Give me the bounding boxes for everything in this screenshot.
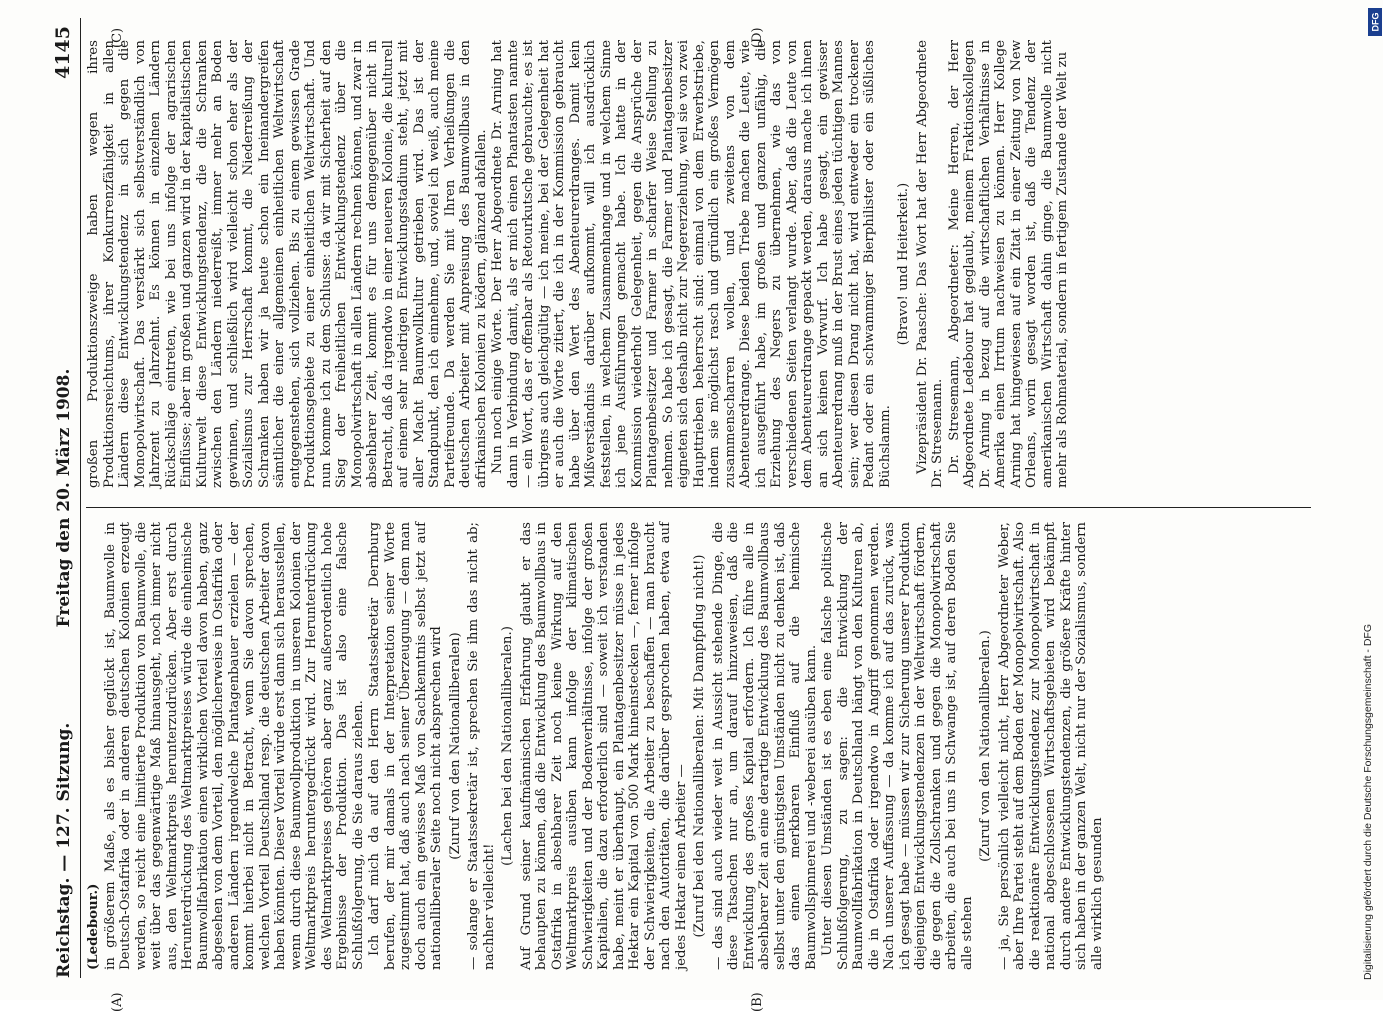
- interjection: (Bravo! und Heiterkeit.): [896, 182, 911, 346]
- interjection: (Zuruf von den Nationalliberalen): [447, 632, 463, 860]
- paragraph: Ich darf mich da auf den Herrn Staatssekretär Dernburg berufen, der mir damals in der Interpretation seiner Worte zugestimmt hat, daß auch nach seiner Überzeugung — dem man doch auch ein gewisses Maß von Sachkenntnis selbst jetzt auf nationalliberaler Seite noch nicht absprechen wird: [367, 522, 444, 970]
- paragraph: — ja, Sie persönlich vielleicht nicht, Herr Abgeordneter Weber, aber Ihre Partei steht auf dem Boden der Monopolwirtschaft. Also die reaktionäre Entwicklungstendenz zur Monopolwirtschaft in national abgeschlossenen Wirtschaftsgebieten wird bekämpft durch andere Entwicklungstendenzen, die größere Kräfte hinter sich haben in der ganzen Welt, nicht nur der Sozialismus, sondern alle wirklich gesunden: [996, 522, 1105, 970]
- paragraph: — das sind auch wieder weit in Aussicht stehende Dinge, die diese Tatsachen nur an, um darauf hinzuweisen, daß die Entwicklung des großes Kapital erfordern. Ich führe alle in absehbarer Zeit an eine derartige Entwicklung des Baumwollbaus selbst unter den günstigsten Umständen nicht zu denken ist, daß das einen merkbaren Einfluß auf die heimische Baumwollspinnerei und -weberei ausüben kann.: [710, 522, 819, 970]
- paragraph: in größerem Maße, als es bisher geglückt ist, Baumwolle in Deutsch-Ostafrika oder in anderen deutschen Kolonien erzeugt werden, so reicht eine limitierte Produktion von Baumwolle, die weit über das gegenwärtige Maß hinausgeht, noch immer nicht aus, den Weltmarktpreis herunterzudrücken. Aber erst durch Herunterdrückung des Weltmarktpreises würde die einheimische Baumwollfabrikation einen wirklichen Vorteil davon haben, ganz abgesehen von dem Vorteil, den möglicherweise in Ostafrika oder anderen Ländern irgendwelche Plantagenbauer erzielen — der kommt hierbei nicht in Betracht, wenn Sie davon sprechen, welchen Vorteil Deutschland resp. die deutschen Arbeiter davon haben könnten. Dieser Vorteil würde erst dann sich herausstellen, wenn durch diese Baumwollproduktion in unseren Kolonien der Weltmarktpreis heruntergedrückt wird. Zur Herunterdrückung des Weltmarktpreises gehören aber ganz außerordentlich hohe Ergebnisse der Produktion. Das ist also eine falsche Schlußfolgerung, die Sie daraus ziehen.: [102, 522, 366, 970]
- paragraph: großen Produktionszweige haben wegen ihres Produktionsreichtums, ihrer Konkurrenzfähigkeit in allen Ländern diese Entwicklungstendenz in sich gegen die Monopolwirtschaft. Das verstärkt sich selbstverständlich von Jahrzent zu Jahrzehnt. Es können in einzelnen Ländern Rückschläge eintreten, wie bei uns infolge der agrarischen Einflüsse; aber im großen und ganzen wird in der kapitalistischen Kulturwelt diese Entwicklungstendenz, die die Schranken zwischen den Ländern niederreißt, immer mehr an Boden gewinnen, und schließlich wird vielleicht schon eher als der Sozialismus zur Herrschaft kommt, die Niederreißung der Schranken haben wir ja heute schon ein Ineinandergreifen sämtlicher die einer allgemeinen einheitlichen Weltwirtschaft entgegenstehen, sich vollziehen. Bis zu einem gewissen Grade Produktionsgebiete zu einer einheitlichen Weltwirtschaft. Und nun komme ich zu dem Schlusse: da wir mit Sicherheit auf den Sieg der freiheitlichen Entwicklungstendenz über die Monopolwirtschaft in allen Ländern rechnen können, und zwar in absehbarer Zeit, kommt es für uns demgegenüber nicht in Betracht, daß da irgendwo in einer neueren Kolonie, die kulturell auf einem sehr niedrigen Entwicklungsstadium steht, jetzt mit aller Macht Baumwollkultur getrieben wird. Das ist der Standpunkt, den ich einnehme, und, soviel ich weiß, auch meine Parteifreunde. Da werden Sie mit Ihren Verheißungen die deutschen Arbeiter mit Anpreisung des Baumwollbaus in den afrikanischen Kolonien zu ködern, glänzend abfallen.: [86, 40, 489, 488]
- interjection: (Zuruf bei den Nationalliberalen: Mit Dampfpflug nicht!): [692, 554, 707, 938]
- paragraph: Auf Grund seiner kaufmännischen Erfahrung glaubt er das behaupten zu können, daß die Entwicklung des Baumwollbaus in Ostafrika in absehbarer Zeit noch keine Wirkung auf den Weltmarktpreis ausüben kann infolge der klimatischen Schwierigkeiten und der Bodenverhältnisse, infolge der großen Kapitalien, die dazu erforderlich sind — soweit ich verstanden habe, meint er überhaupt, ein Plantagenbesitzer müsse in jedes Hektar ein Kapital von 500 Mark hineinstecken —, ferner infolge der Schwierigkeiten, die Arbeiter zu beschaffen — man braucht nach den Autoritäten, die darüber gesprochen haben, etwa auf jedes Hektar einen Arbeiter —: [518, 522, 689, 970]
- speaker-tag: (Ledebour.): [86, 883, 101, 970]
- paragraph: Unter diesen Umständen ist es eben eine falsche politische Schlußfolgerung, zu sagen: die Entwicklung der Baumwollfabrikation in Deutschland hängt von den Kulturen ab, die in Ostafrika oder irgendwo in Angriff genommen werden. Nach unserer Auffassung — da komme ich auf das zurück, was ich gesagt habe — müssen wir zur Sicherung unserer Produktion diejenigen Entwicklungstendenzen in der Weltwirtschaft fördern, die gegen die Zollschranken und gegen die Monopolwirtschaft arbeiten, die auch bei uns in Schwange ist, auf deren Boden Sie alle stehen: [820, 522, 975, 970]
- page-number: 4145: [52, 26, 74, 79]
- paragraph: — solange er Staatssekretär ist, sprechen Sie ihm das nicht ab; nachher vielleicht!: [466, 522, 497, 970]
- interjection: (Lachen bei den Nationalliberalen.): [500, 626, 515, 866]
- paragraph: Vizepräsident Dr. Paasche: Das Wort hat der Herr Abgeordnete Dr. Stresemann.: [914, 40, 945, 488]
- margin-marker-d: (D): [750, 27, 765, 48]
- paragraph: Nun noch einige Worte. Der Herr Abgeordnete Dr. Arning hat dann in Verbindung damit, als er mich einen Phantasten nannte — ein Wort, das er offenbar als Retourkutsche gebrauchte; es ist übrigens auch gleichgültig — ich meine, bei der Gelegenheit hat er auch die Worte zitiert, die ich in der Kommission gebraucht habe über den Wert des Abenteurerdranges. Damit kein Mißverständnis darüber aufkommt, will ich ausdrücklich feststellen, in welchem Zusammenhange und in welchem Sinne ich jene Ausführungen gemacht habe. Ich hatte in der Kommission wiederholt Gelegenheit, gegen die Ansprüche der Plantagenbesitzer und Farmer in scharfer Weise Stellung zu nehmen. So habe ich gesagt, die Farmer und Plantagenbesitzer eigneten sich deshalb nicht zur Negererziehung, weil sie von zwei Haupttrieben beherrscht sind: einmal von dem Erwerbstriebe, indem sie möglichst rasch und gründlich ein großes Vermögen zusammenscharren wollen, und zweitens von dem Abenteurerdrange. Diese beiden Triebe machen die Leute, wie ich ausgeführt habe, im großen und ganzen unfähig, die Erziehung des Negers zu übernehmen, wie das von verschiedenen Seiten verlangt wurde. Aber, daß die Leute von dem Abenteurerdrange gepackt werden, daraus mache ich ihnen an sich keinen Vorwurf. Ich habe gesagt, ein gewisser Abenteurerdrang muß in der Brust eines jeden tüchtigen Mannes sein; wer diesen Drang nicht hat, wird entweder ein trockener Pedant oder ein schwammiger Bierphilister oder ein süßliches Büchslamm.: [490, 40, 893, 488]
- rotated-page-content: [50, 18, 1350, 1012]
- margin-marker-c: (C): [110, 27, 125, 48]
- margin-marker-b: (B): [750, 992, 765, 1012]
- dfg-logo: [1368, 8, 1382, 36]
- right-column: [86, 40, 1326, 488]
- interjection: (Zuruf von den Nationalliberalen.): [978, 630, 993, 862]
- paragraph: Dr. Stresemann, Abgeordneter: Meine Herren, der Herr Abgeordnete Ledebour hat geglaubt, meinem Fraktionskollegen Dr. Arning in bezug auf die wirtschaftlichen Verhältnisse in Amerika einen Irrtum nachweisen zu können. Herr Kollege Arning hat hingewiesen auf ein Zitat in einer Zeitung von New Orleans, worin gesagt worden ist, daß die Tendenz der amerikanischen Wirtschaft dahin ginge, die Baumwolle nicht mehr als Rohmaterial, sondern in fertigem Zustande der Welt zu: [946, 40, 1070, 488]
- header-rule: [80, 18, 81, 978]
- margin-marker-a: (A): [110, 992, 125, 1012]
- dfg-logo-text: DFG: [1370, 12, 1380, 32]
- header-date: Freitag den 20. März 1908.: [54, 368, 74, 628]
- digitization-credit: Digitalisierung gefördert durch die Deutsche Forschungsgemeinschaft - DFG: [1362, 623, 1374, 980]
- header-left: Reichstag. — 127. Sitzung.: [54, 722, 74, 978]
- page-header: [50, 18, 78, 978]
- left-column: [86, 522, 1326, 970]
- column-separator: [86, 507, 1311, 508]
